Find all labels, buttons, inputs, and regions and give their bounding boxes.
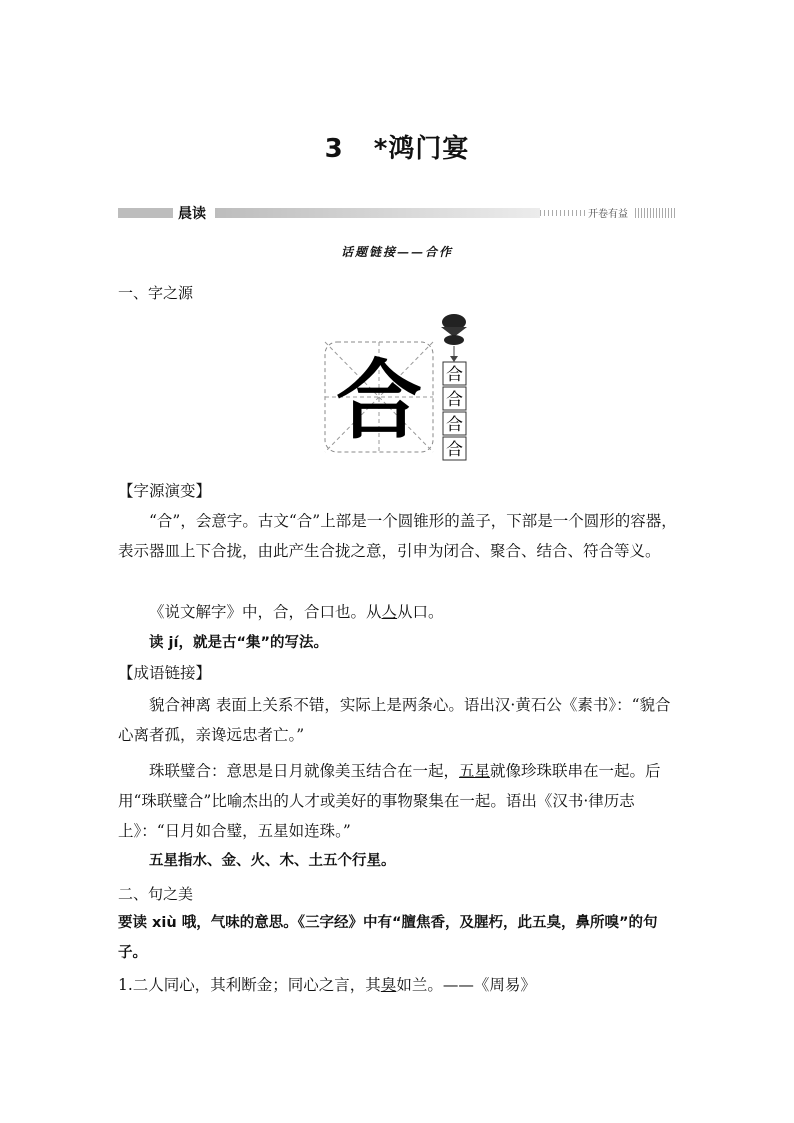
small-char-4: 合 xyxy=(446,440,463,460)
idiom2-underlined: 五星 xyxy=(459,762,491,780)
quote1-post: 如兰。——《周易》 xyxy=(396,976,536,994)
idiom2-pre: 珠联璧合：意思是日月就像美玉结合在一起， xyxy=(149,762,460,780)
idiom-paragraph-1: 貌合神离 表面上关系不错，实际上是两条心。语出汉·黄石公《素书》：“貌合心离者孤，亲谗远忠者亡。” xyxy=(118,696,671,744)
idiom-paragraph-2 xyxy=(118,756,678,846)
evolution-paragraph-2 xyxy=(118,597,678,627)
evo-para2-post: 从口。 xyxy=(397,603,444,621)
topic-heading: 话题链接——合作 xyxy=(340,245,453,259)
quote-1 xyxy=(118,970,678,1000)
page-title xyxy=(0,128,794,165)
idiom2-post: 就像珍珠联串在一起。后用“珠联璧合”比喻杰出的人才或美好的事物聚集在一起。语出《汉书·律历志上》：“日月如合璧，五星如连珠。” xyxy=(118,762,661,840)
section-heading-2: 二、句之美 xyxy=(118,885,194,903)
band-label: 晨读 xyxy=(178,206,206,222)
small-char-3: 合 xyxy=(446,415,463,435)
band-right-label: 开卷有益 xyxy=(588,209,628,220)
quote1-underlined: 臭 xyxy=(380,976,397,994)
evo-para2-pre: 《说文解字》中，合，合口也。从 xyxy=(149,603,382,621)
band-bar-gradient xyxy=(215,208,540,218)
quote1-pre: 1.二人同心，其利断金；同心之言，其 xyxy=(118,976,381,994)
band-dots xyxy=(540,210,588,216)
small-char-1: 合 xyxy=(446,365,463,385)
evo-para2-glyph: 亼 xyxy=(381,603,398,621)
large-character: 合 xyxy=(336,350,422,451)
title-number: 3 xyxy=(324,134,344,164)
character-evolution-figure xyxy=(324,312,474,470)
title-text: *鸿门宴 xyxy=(373,134,470,164)
small-char-2: 合 xyxy=(446,390,463,410)
section-band xyxy=(118,206,676,222)
heading-evolution: 【字源演变】 xyxy=(118,482,212,500)
lid-and-vessel-icon xyxy=(441,314,467,345)
xiu-note: 要读 xiù 哦，气味的意思。《三字经》中有“膻焦香，及腥朽，此五臭，鼻所嗅”的句子。 xyxy=(118,915,658,961)
evolution-paragraph-1: “合”，会意字。古文“合”上部是一个圆锥形的盖子，下部是一个圆形的容器，表示器皿上下合拢，由此产生合拢之意，引申为闭合、聚合、结合、符合等义。 xyxy=(118,512,677,560)
stars-note: 五星指水、金、火、木、土五个行星。 xyxy=(149,853,396,869)
small-char-boxes xyxy=(443,362,466,460)
band-bar-left xyxy=(118,208,173,218)
section-heading-1: 一、字之源 xyxy=(118,284,194,302)
band-bar-right xyxy=(635,208,676,218)
heading-idiom: 【成语链接】 xyxy=(118,664,212,682)
evolution-note: 读 jí，就是古“集”的写法。 xyxy=(149,635,329,651)
